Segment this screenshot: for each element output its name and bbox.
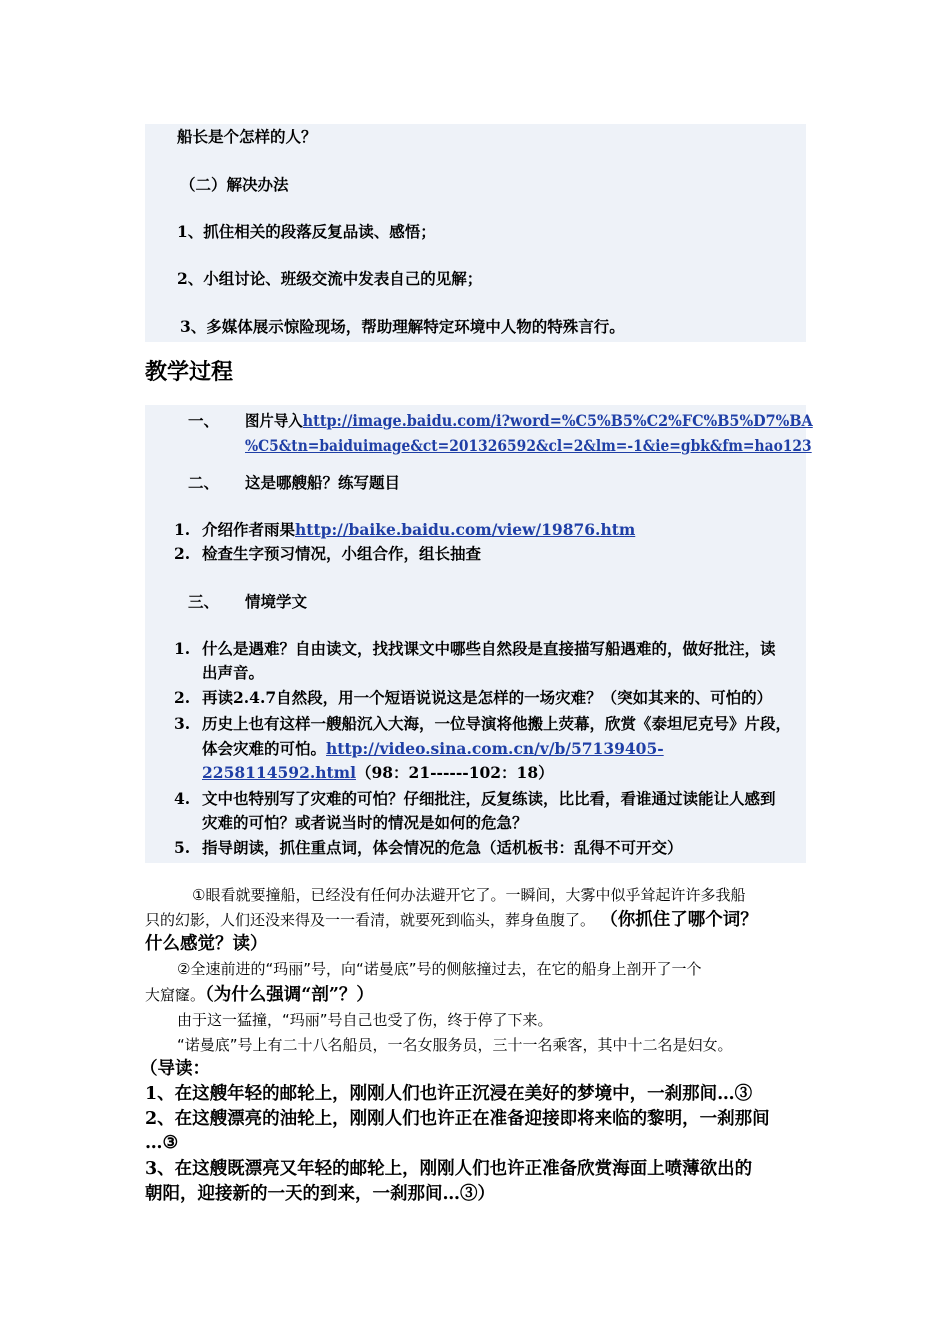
step2-item1-text: 介绍作者雨果: [202, 520, 296, 539]
step3-item3-text: 体会灾难的可怕。: [202, 739, 327, 758]
guide-2-line1: 2、在这艘漂亮的油轮上，刚刚人们也许正在准备迎接即将来临的黎明，一刹那间: [145, 1109, 770, 1129]
process-heading: 教学过程: [145, 359, 234, 385]
step2-item1-link[interactable]: http://baike.baidu.com/view/19876.htm: [295, 520, 636, 539]
step1-label: 图片导入: [245, 411, 303, 430]
method-3: 3、多媒体展示惊险现场，帮助理解特定环境中人物的特殊言行。: [180, 317, 625, 336]
passage-p2-line2-row: [145, 983, 374, 1007]
step3-item4-line2: 灾难的可怕？或者说当时的情况是如何的危急？: [202, 813, 528, 832]
step1-row: [245, 410, 813, 432]
passage-p2-question: （为什么强调“剖”？）: [205, 985, 374, 1005]
step2-item1: [202, 519, 635, 541]
passage-p2-line1: ②全速前进的“玛丽”号，向“诺曼底”号的侧舷撞过去，在它的船身上剖开了一个: [177, 960, 702, 978]
step3-item1-number: 1.: [174, 639, 191, 658]
step3-item4-number: 4.: [174, 789, 191, 808]
step3-item1-line1: 什么是遇难？自由读文，找找课文中哪些自然段是直接描写船遇难的，做好批注，读: [202, 639, 776, 658]
guide-3-line1: 3、在这艘既漂亮又年轻的邮轮上，刚刚人们也许正准备欣赏海面上喷薄欲出的: [145, 1159, 753, 1179]
passage-p1-line1: ①眼看就要撞船，已经没有任何办法避开它了。一瞬间，大雾中似乎耸起许许多我船: [192, 886, 746, 904]
step1-link-cont[interactable]: %C5&tn=baiduimage&ct=201326592&cl=2&lm=-1&ie=gbk&fm=hao123: [245, 436, 812, 455]
method-2: 2、小组讨论、班级交流中发表自己的见解；: [177, 269, 483, 288]
step1-link[interactable]: http://image.baidu.com/i?word=%C5%B5%C2%FC%B5%D7%BA: [302, 411, 813, 430]
step3-item2-number: 2.: [174, 688, 191, 707]
passage-p1-line2: 只的幻影，人们还没来得及一一看清，就要死到临头，葬身鱼腹了。: [145, 911, 596, 929]
step2-label: 这是哪艘船？练写题目: [245, 473, 401, 492]
step3-item3-line1: 历史上也有这样一艘船沉入大海，一位导演将他搬上荧幕，欣赏《泰坦尼克号》片段，: [202, 714, 792, 733]
step3-item4-line1: 文中也特别写了灾难的可怕？仔细批注，反复练读，比比看，看谁通过读能让人感到: [202, 789, 776, 808]
step3-item1-line2: 出声音。: [202, 663, 265, 682]
step3-item5-line1: 指导朗读，抓住重点词，体会情况的危急（适机板书：乱得不可开交）: [202, 838, 683, 857]
question-line: 船长是个怎样的人？: [177, 127, 317, 146]
passage-p1-question: （你抓住了哪个词？: [609, 910, 758, 930]
step3-item5-number: 5.: [174, 838, 191, 857]
passage-p3: 由于这一猛撞，“玛丽”号自己也受了伤，终于停了下来。: [177, 1011, 553, 1029]
guide-3-line2: 朝阳，迎接新的一天的到来，一刹那间…③）: [145, 1184, 495, 1204]
step3-label: 情境学文: [245, 592, 308, 611]
step1-number: 一、: [188, 411, 220, 430]
step3-item3-time: （98：21------102：18）: [355, 763, 554, 782]
step3-item3-line2: [202, 738, 664, 760]
step3-item2-line1: 再读2.4.7自然段，用一个短语说说这是怎样的一场灾难？（突如其来的、可怕的）: [202, 688, 773, 707]
step3-item3-number: 3.: [174, 714, 191, 733]
passage-p1-line2-row: [145, 908, 758, 932]
step2-item2-number: 2.: [174, 544, 191, 563]
method-1: 1、抓住相关的段落反复品读、感悟；: [177, 222, 436, 241]
step2-number: 二、: [188, 473, 220, 492]
guide-label: （导读：: [140, 1059, 210, 1079]
step3-number: 三、: [188, 592, 220, 611]
guide-1: 1、在这艘年轻的邮轮上，刚刚人们也许正沉浸在美好的梦境中，一刹那间…③: [145, 1084, 753, 1104]
step2-item2-text: 检查生字预习情况，小组合作，组长抽查: [202, 544, 482, 563]
step3-item3-link-cont[interactable]: 2258114592.html: [202, 763, 356, 782]
guide-2-line2: …③: [145, 1133, 179, 1153]
step3-item3-link[interactable]: http://video.sina.com.cn/v/b/57139405-: [326, 739, 664, 758]
step3-item3-line3: [202, 762, 554, 784]
step2-item1-number: 1.: [174, 520, 191, 539]
step1-link-cont-row: [245, 435, 812, 457]
passage-p4: “诺曼底”号上有二十八名船员，一名女服务员，三十一名乘客，其中十二名是妇女。: [177, 1036, 733, 1054]
sub-heading: （二）解决办法: [180, 175, 289, 194]
passage-p1-question-cont: 什么感觉？读）: [145, 934, 268, 954]
passage-p2-line2: 大窟窿。: [145, 986, 206, 1004]
